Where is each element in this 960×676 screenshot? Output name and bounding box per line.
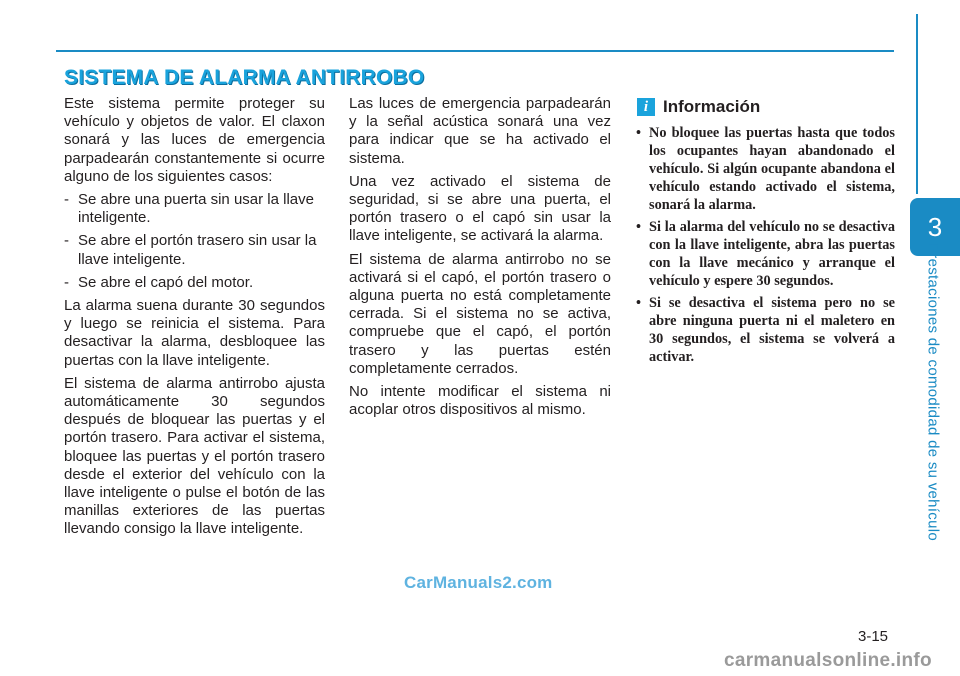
list-item: - Se abre una puerta sin usar la llave inteligente.	[64, 191, 325, 227]
paragraph: El sistema de alarma antirrobo ajusta automáticamente 30 segundos después de bloquear las puertas y el portón trasero. Para activar el sistema, bloquee las puertas y el portón trasero desde el exterior del vehículo con la llave inteligente o pulse el botón de las manillas exteriores de las puertas llevando consigo la llave inteligente.	[64, 374, 325, 538]
chapter-tab[interactable]: 3	[910, 198, 960, 256]
column-middle	[349, 95, 611, 424]
info-item: • No bloquee las puertas hasta que todos los ocupantes hayan abandonado el vehículo. Si algún ocupante abandona el vehículo estando activado el sistema, sonará la alarma.	[637, 124, 895, 214]
top-divider	[56, 50, 894, 52]
info-box	[637, 96, 895, 370]
footer-watermark-link[interactable]: carmanualsonline.info	[724, 650, 932, 671]
page-number: 3-15	[858, 628, 889, 645]
info-item: • Si la alarma del vehículo no se desactiva con la llave inteligente, abra las puertas con la llave mecánico y arranque el vehículo y espere 30 segundos.	[637, 218, 895, 290]
chapter-label: Prestaciones de comodidad de su vehículo	[924, 242, 942, 542]
info-item: • Si se desactiva el sistema pero no se abre ninguna puerta ni el maletero en 30 segundos, el sistema se volverá a activar.	[637, 294, 895, 366]
info-list	[637, 124, 895, 366]
paragraph: No intente modificar el sistema ni acoplar otros dispositivos al mismo.	[349, 383, 611, 419]
info-title: Información	[663, 97, 761, 116]
watermark-link[interactable]: CarManuals2.com	[404, 573, 553, 592]
info-icon: i	[637, 98, 655, 116]
list-item: - Se abre el capó del motor.	[64, 274, 325, 292]
section-title: SISTEMA DE ALARMA ANTIRROBO	[64, 66, 425, 89]
paragraph: El sistema de alarma antirrobo no se activará si el capó, el portón trasero o alguna puerta no está completamente cerrada. Si el sistema no se activa, compruebe que el capó, el portón trasero y las puertas estén completamente cerrados.	[349, 250, 611, 377]
list-item: - Se abre el portón trasero sin usar la llave inteligente.	[64, 232, 325, 268]
paragraph: Una vez activado el sistema de seguridad, si se abre una puerta, el portón trasero o el capó sin usar la llave inteligente, se activará la alarma.	[349, 172, 611, 245]
trigger-list	[64, 191, 325, 292]
paragraph: Las luces de emergencia parpadearán y la señal acústica sonará una vez para indicar que se ha activado el sistema.	[349, 95, 611, 167]
column-left	[64, 95, 325, 544]
info-header	[637, 96, 895, 118]
side-divider	[916, 14, 918, 194]
paragraph: Este sistema permite proteger su vehículo y objetos de valor. El claxon sonará y las luces de emergencia parpadearán constantemente si ocurre alguno de los siguientes casos:	[64, 95, 325, 185]
paragraph: La alarma suena durante 30 segundos y luego se reinicia el sistema. Para desactivar la alarma, desbloquee las puertas con la llave inteligente.	[64, 297, 325, 369]
